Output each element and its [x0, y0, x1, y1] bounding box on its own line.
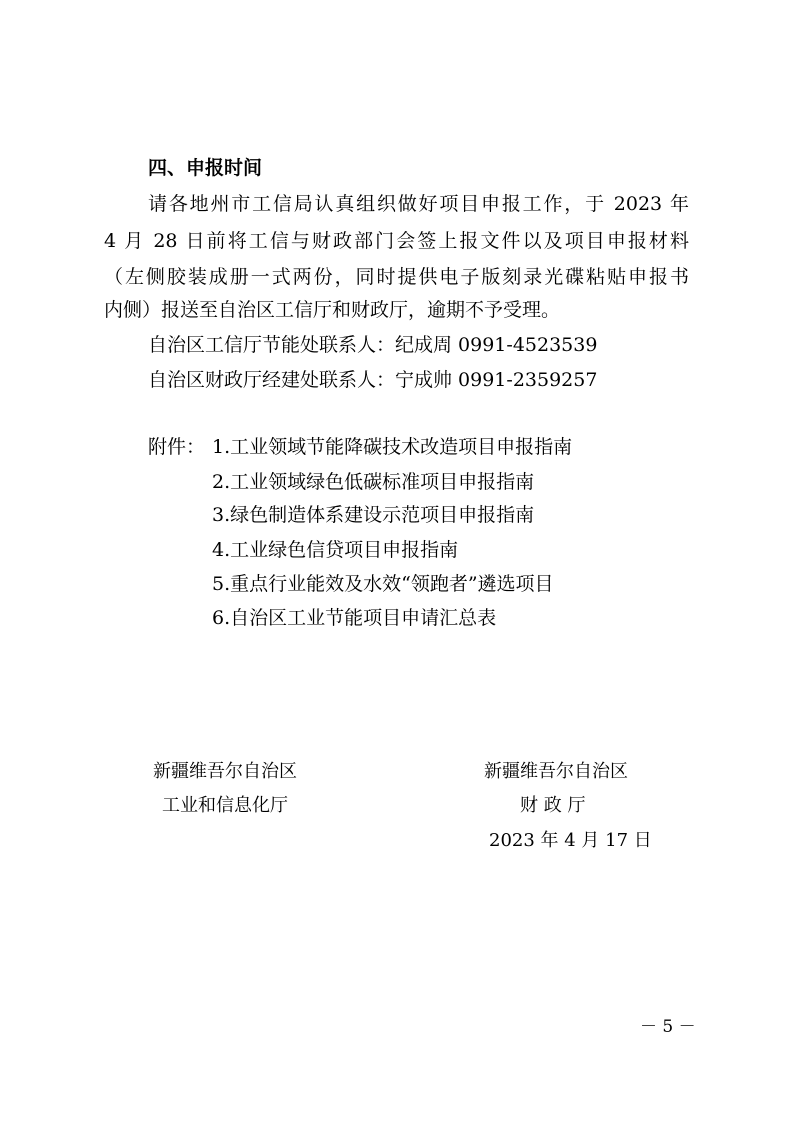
attachment-item: 3.绿色制造体系建设示范项目申报指南 [212, 504, 535, 526]
paragraph-line-1: 请各地州市工信局认真组织做好项目申报工作，于 2023 年 [148, 193, 689, 215]
paragraph-line-3: （左侧胶装成册一式两份，同时提供电子版刻录光碟粘贴申报书 [104, 266, 689, 288]
signature-right-line1: 新疆维吾尔自治区 [484, 761, 628, 782]
paragraph-line-2: 4 月 28 日前将工信与财政部门会签上报文件以及项目申报材料 [104, 230, 689, 252]
paragraph-line-4: 内侧）报送至自治区工信厅和财政厅，逾期不予受理。 [104, 299, 561, 321]
attachment-item: 5.重点行业能效及水效“领跑者”遴选项目 [212, 573, 554, 595]
section-heading: 四、申报时间 [148, 157, 263, 179]
contact-industry-dept: 自治区工信厅节能处联系人：纪成周 0991-4523539 [148, 334, 598, 356]
attachment-item: 1.工业领域节能降碳技术改造项目申报指南 [212, 436, 573, 458]
attachment-item: 6.自治区工业节能项目申请汇总表 [212, 607, 497, 629]
signature-left-line1: 新疆维吾尔自治区 [153, 761, 297, 782]
attachments-label: 附件： [148, 436, 206, 458]
signature-date: 2023 年 4 月 17 日 [489, 830, 652, 851]
attachment-item: 4.工业绿色信贷项目申报指南 [212, 539, 459, 561]
signature-right-line2: 财 政 厅 [520, 795, 586, 816]
attachment-item: 2.工业领域绿色低碳标准项目申报指南 [212, 471, 535, 493]
contact-finance-dept: 自治区财政厅经建处联系人：宁成帅 0991-2359257 [148, 369, 598, 391]
signature-left-line2: 工业和信息化厅 [162, 795, 288, 816]
page-number: － 5 － [640, 1017, 696, 1037]
